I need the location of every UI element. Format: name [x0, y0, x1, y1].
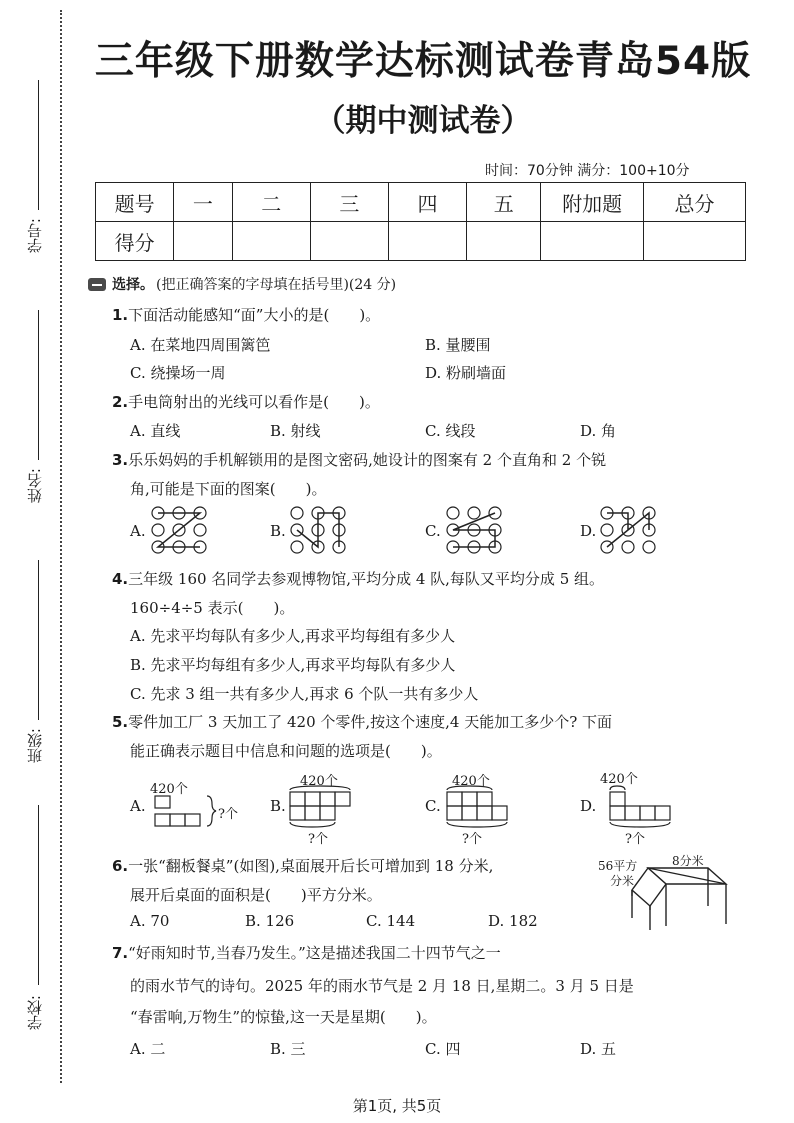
question-number: 7.	[112, 944, 129, 962]
page-title: 三年级下册数学达标测试卷青岛54版	[94, 39, 752, 84]
school-label: 学校:	[26, 995, 44, 1031]
option-c: C. 144	[366, 912, 416, 930]
option-d: D. 角	[580, 422, 617, 440]
question-text: “好雨知时节,当春乃发生。”这是描述我国二十四节气之一	[128, 944, 501, 962]
pattern-d-figure	[597, 504, 663, 556]
question-2	[112, 391, 380, 412]
fig-a-label-q: ?个	[218, 807, 238, 822]
option-b: B. 先求平均每组有多少人,再求平均每队有多少人	[130, 656, 456, 674]
bar-model-b-figure	[285, 784, 355, 830]
option-a: A. 直线	[130, 422, 181, 440]
section-title: 选择。	[112, 277, 154, 293]
option-a: A.	[130, 522, 146, 540]
option-c: C. 先求 3 组一共有多少人,再求 6 个队一共有多少人	[130, 685, 479, 703]
option-c: C.	[425, 522, 441, 540]
table-area-label: 56平方	[598, 859, 638, 873]
option-b: B. 三	[270, 1040, 306, 1058]
question-text: 手电筒射出的光线可以看作是( )。	[128, 393, 380, 411]
bar-model-d-figure	[605, 784, 675, 830]
bar-model-c-figure	[442, 784, 512, 830]
question-number: 6.	[112, 857, 129, 875]
option-c: C. 四	[425, 1040, 461, 1058]
question-text: 三年级 160 名同学去参观博物馆,平均分成 4 队,每队又平均分成 5 组。	[128, 570, 605, 588]
pattern-c-figure	[443, 504, 509, 556]
section-one-icon	[88, 278, 106, 291]
page-subtitle: （期中测试卷）	[314, 103, 532, 139]
header-cell: 四	[388, 183, 466, 222]
question-7-line2: 的雨水节气的诗句。2025 年的雨水节气是 2 月 18 日,星期二。3 月 5 日是	[130, 977, 634, 995]
table-area-label-2: 分米	[610, 874, 635, 888]
fig-c-label-q: ?个	[462, 832, 482, 847]
folding-table-figure	[628, 860, 728, 932]
name-blank[interactable]	[38, 310, 39, 460]
score-cell[interactable]	[644, 222, 746, 261]
question-number: 3.	[112, 451, 129, 469]
section-header	[88, 274, 396, 294]
option-a: A.	[130, 797, 146, 815]
question-6-line2: 展开后桌面的面积是( )平方分米。	[130, 886, 382, 904]
question-4	[112, 568, 604, 589]
header-cell: 三	[310, 183, 388, 222]
question-number: 2.	[112, 393, 129, 411]
question-7	[112, 942, 501, 963]
header-cell: 五	[467, 183, 541, 222]
score-cell[interactable]	[310, 222, 388, 261]
question-number: 4.	[112, 570, 129, 588]
header-cell: 总分	[644, 183, 746, 222]
option-b: B.	[270, 797, 286, 815]
class-field	[18, 560, 58, 780]
option-b: B. 量腰围	[425, 336, 491, 354]
student-id-label: 学号:	[26, 218, 44, 254]
option-d: D. 182	[488, 912, 538, 930]
question-6	[112, 855, 493, 876]
option-a: A. 在菜地四周围篱笆	[130, 336, 271, 354]
question-7-line3: “春雷响,万物生”的惊蛰,这一天是星期( )。	[130, 1008, 437, 1026]
option-c: C. 绕操场一周	[130, 364, 226, 382]
score-header-row	[96, 183, 746, 222]
score-cell[interactable]	[541, 222, 644, 261]
option-c: C.	[425, 797, 441, 815]
question-5-line2: 能正确表示题目中信息和问题的选项是( )。	[130, 742, 442, 760]
score-cell[interactable]	[388, 222, 466, 261]
score-table	[95, 182, 746, 261]
question-text: 一张“翻板餐桌”(如图),桌面展开后长可增加到 18 分米,	[128, 857, 494, 875]
header-cell: 附加题	[541, 183, 644, 222]
fig-c-label-top: 420个	[452, 774, 490, 789]
section-instruction: (把正确答案的字母填在括号里)(24 分)	[156, 277, 397, 293]
page-footer: 第1页, 共5页	[352, 1097, 442, 1115]
question-text: 乐乐妈妈的手机解锁用的是图文密码,她设计的图案有 2 个直角和 2 个锐	[128, 451, 607, 469]
bar-model-a-figure	[150, 794, 220, 830]
student-id-blank[interactable]	[38, 80, 39, 210]
header-cell: 二	[232, 183, 310, 222]
question-1	[112, 304, 380, 325]
question-number: 1.	[112, 306, 129, 324]
question-3	[112, 449, 606, 470]
fig-b-label-top: 420个	[300, 774, 338, 789]
school-blank[interactable]	[38, 805, 39, 985]
fig-a-label-top: 420个	[150, 782, 188, 797]
school-field	[18, 805, 58, 1035]
option-b: B. 126	[245, 912, 295, 930]
question-text: 零件加工厂 3 天加工了 420 个零件,按这个速度,4 天能加工多少个? 下面	[128, 713, 613, 731]
question-3-line2: 角,可能是下面的图案( )。	[130, 480, 327, 498]
name-label: 姓名:	[26, 468, 44, 504]
table-length-label: 8分米	[672, 854, 704, 868]
time-info: 时间：70分钟 满分：100+10分	[485, 163, 690, 179]
score-value-row	[96, 222, 746, 261]
class-label: 班级:	[26, 728, 44, 764]
option-c: C. 线段	[425, 422, 476, 440]
option-a: A. 70	[130, 912, 170, 930]
class-blank[interactable]	[38, 560, 39, 720]
header-cell: 一	[174, 183, 232, 222]
student-id-field	[18, 80, 58, 270]
option-d: D.	[580, 522, 597, 540]
question-number: 5.	[112, 713, 129, 731]
pattern-b-figure	[287, 504, 353, 556]
question-4-line2: 160÷4÷5 表示( )。	[130, 599, 295, 617]
question-5	[112, 711, 612, 732]
option-b: B.	[270, 522, 286, 540]
fig-d-label-top: 420个	[600, 772, 638, 787]
binding-dotted-line	[60, 10, 62, 1083]
pattern-a-figure	[148, 504, 214, 556]
score-cell[interactable]	[467, 222, 541, 261]
option-d: D. 粉刷墙面	[425, 364, 507, 382]
score-cell[interactable]	[232, 222, 310, 261]
score-cell[interactable]	[174, 222, 232, 261]
option-d: D.	[580, 797, 597, 815]
score-row-label: 得分	[96, 222, 174, 261]
header-cell: 题号	[96, 183, 174, 222]
fig-d-label-q: ?个	[625, 832, 645, 847]
option-a: A. 二	[130, 1040, 166, 1058]
option-d: D. 五	[580, 1040, 617, 1058]
name-field	[18, 310, 58, 510]
fig-b-label-q: ?个	[308, 832, 328, 847]
option-a: A. 先求平均每队有多少人,再求平均每组有多少人	[130, 627, 456, 645]
question-text: 下面活动能感知“面”大小的是( )。	[128, 306, 381, 324]
option-b: B. 射线	[270, 422, 321, 440]
